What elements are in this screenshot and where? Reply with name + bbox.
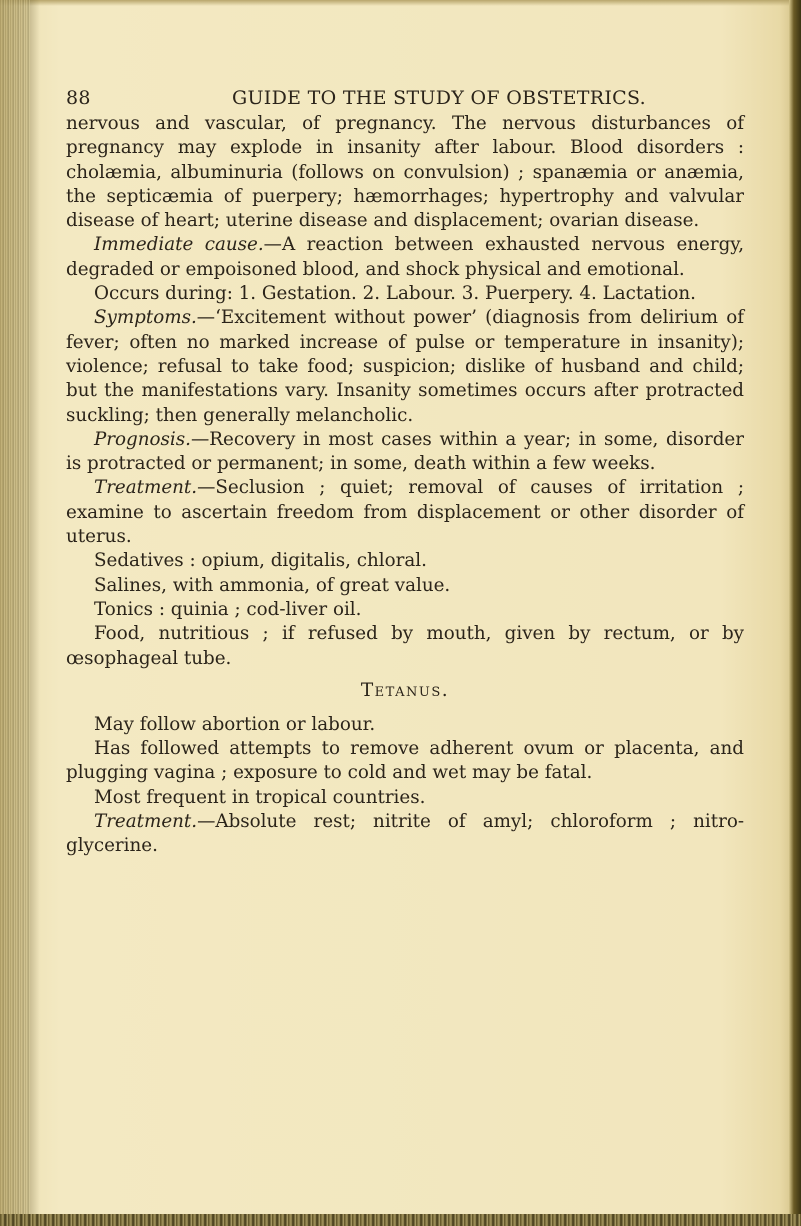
paragraph-text: Has followed attempts to remove adherent ovum or placenta, and plugging vagina ; exposure to cold and wet may be fatal. [66, 738, 744, 784]
paragraph-label: Prognosis. [94, 428, 191, 450]
paragraph-text: May follow abortion or labour. [94, 713, 376, 735]
body-text [66, 112, 744, 859]
running-head-title: GUIDE TO THE STUDY OF OBSTETRICS. [232, 87, 646, 109]
paragraph-text: Salines, with ammonia, of great value. [94, 574, 451, 596]
paragraph [66, 549, 744, 573]
paragraph-label: Symptoms. [94, 307, 197, 329]
paragraph-text: Food, nutritious ; if refused by mouth, given by rectum, or by œsophageal tube. [66, 623, 744, 669]
paragraph [66, 786, 744, 810]
paragraph-text: —‘Excitement without power’ (diagnosis from delirium of fever; often no marked increase of pulse or temperature in insanity); violence; refusal to take food; suspicion; dislike of husband and child; but the manifestations vary. Insanity sometimes occurs after protracted suckling; then generally melancholic. [66, 307, 744, 426]
paragraph-text: —Absolute rest; nitrite of amyl; chloroform ; nitro-glycerine. [66, 811, 744, 857]
paragraph-text: —Seclusion ; quiet; removal of causes of irritation ; examine to ascertain freedom from displacement or other disorder of uterus. [66, 477, 744, 548]
paragraph [66, 737, 744, 786]
page-number: 88 [66, 87, 91, 109]
paragraph-text: Sedatives : opium, digitalis, chloral. [94, 550, 427, 572]
paragraph [66, 574, 744, 598]
paragraph-text: Tonics : quinia ; cod-liver oil. [94, 598, 362, 620]
page-top-edge [0, 0, 801, 6]
paragraph [66, 810, 744, 859]
page-bottom-edge [0, 1214, 801, 1226]
paragraph-text: —Recovery in most cases within a year; in some, disorder is protracted or permanent; in some, death within a few weeks. [66, 428, 744, 475]
paragraph-label: Immediate cause. [94, 234, 264, 256]
paragraph [66, 476, 744, 549]
paragraph-text: nervous and vascular, of pregnancy. The nervous disturbances of pregnancy may explode in insanity after labour. Blood disorders : cholæmia, albuminuria (follows on convulsion) ; spanæmia or anæmia, the septicæmia of puerpery; hæmorrhages; hypertrophy and valvular disease of heart; uterine disease and displacement; ovarian disease. [66, 113, 744, 232]
paragraph [66, 622, 744, 671]
paragraph [66, 112, 744, 233]
paragraph [66, 282, 744, 306]
paragraph-label: Treatment. [94, 477, 198, 499]
paragraph [66, 598, 744, 622]
paragraph [66, 306, 744, 427]
paragraph-text: Occurs during: 1. Gestation. 2. Labour. 3. Puerpery. 4. Lactation. [94, 283, 696, 305]
paragraph-text: —A reaction between exhausted nervous energy, degraded or empoisoned blood, and shock physical and emotional. [66, 234, 745, 280]
gutter-shadow [30, 0, 40, 1226]
paragraph-label: Treatment. [94, 811, 198, 833]
binding-gutter [0, 0, 30, 1226]
paragraph [66, 428, 744, 477]
section-title: Tetanus. [360, 679, 450, 701]
paragraph [66, 233, 744, 282]
paragraph [66, 713, 744, 737]
page-right-edge [789, 0, 801, 1226]
paragraph-text: Most frequent in tropical countries. [94, 786, 426, 808]
